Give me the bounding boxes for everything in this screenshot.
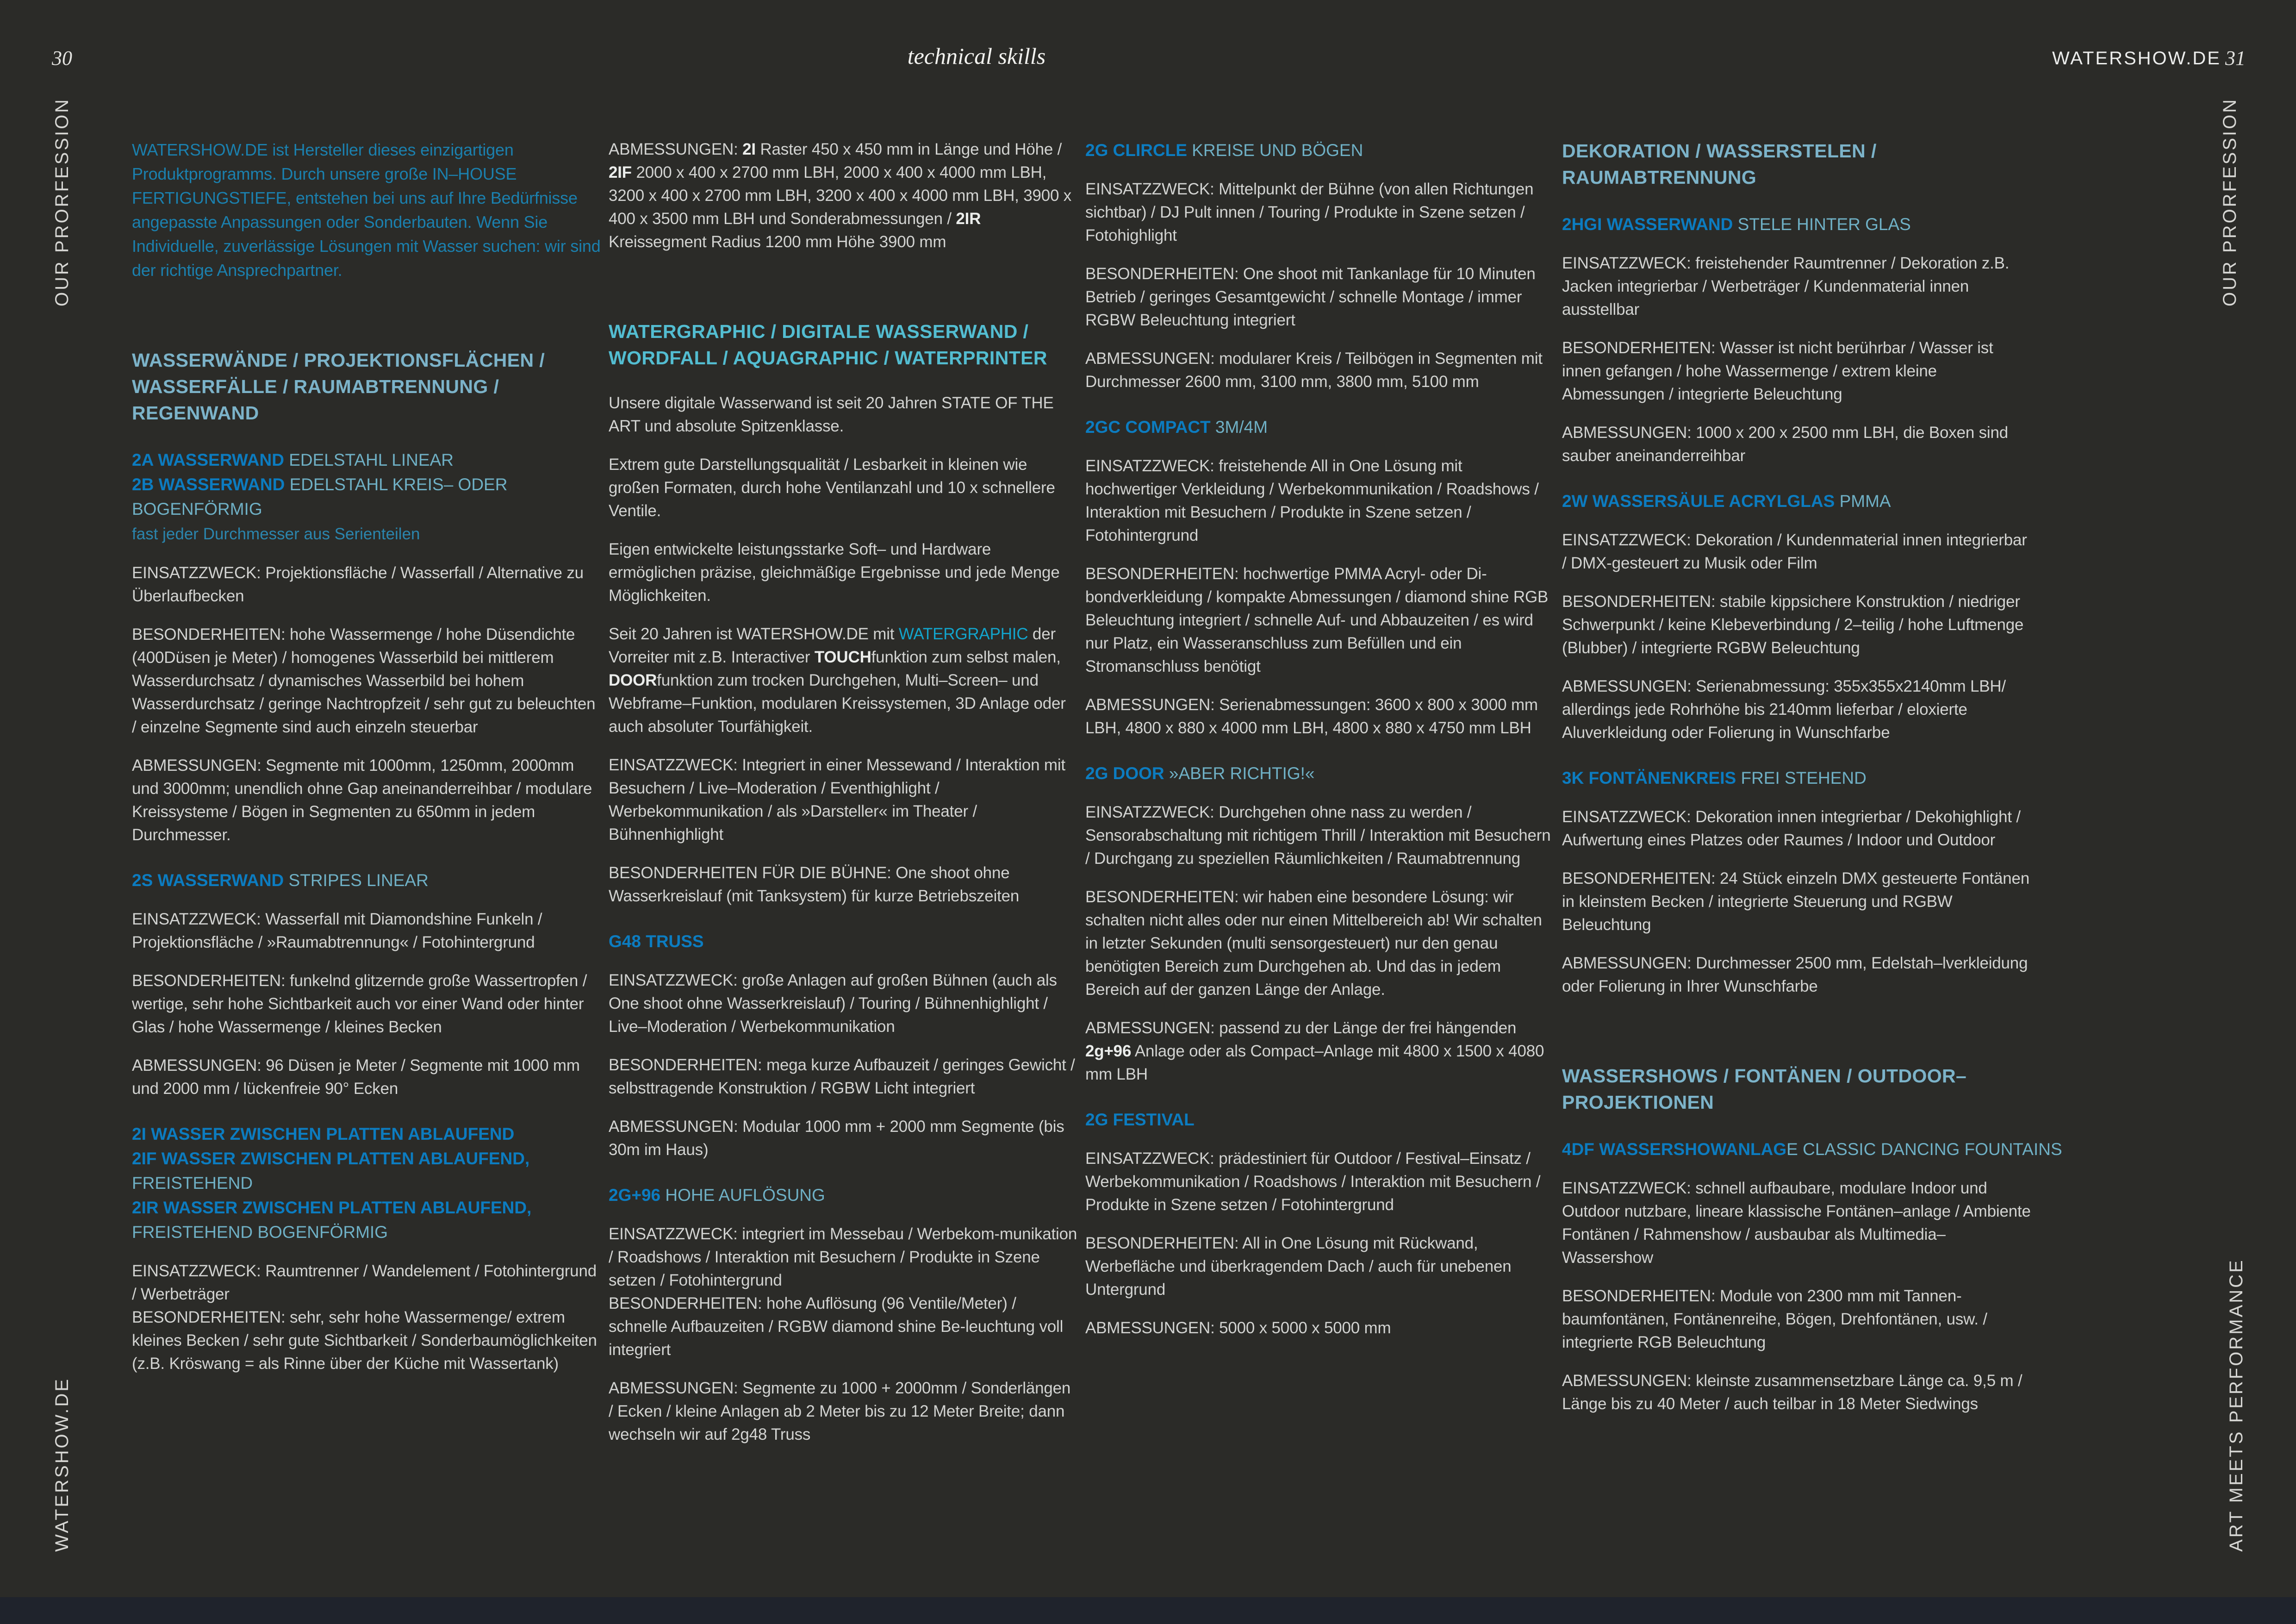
- paragraph: [132, 623, 602, 739]
- product-descriptor: FREISTEHEND BOGENFÖRMIG: [132, 1223, 388, 1242]
- text-segment: EINSATZZWECK: prädestiniert für Outdoor / Festival–Einsatz / Werbekommunikation / Roadshows / Interaktion mit Besuchern / Produkte in Szene setzen / Fotohintergrund: [1085, 1149, 1541, 1214]
- paragraph: [132, 1054, 602, 1100]
- text-segment: EINSATZZWECK: Durchgehen ohne nass zu werden / Sensorabschaltung mit richtigem Thrill / Interaktion mit Besuchern / Durchgang zu speziellen Räumlichkeiten / Raumabtrennung: [1085, 803, 1551, 868]
- product-heading: [1085, 1107, 1555, 1132]
- text-segment: BESONDERHEITEN: One shoot mit Tankanlage für 10 Minuten Betrieb / geringes Gesamtgewicht / schnelle Montage / immer RGBW Beleuchtung integriert: [1085, 265, 1536, 329]
- text-segment: ABMESSUNGEN: kleinste zusammensetzbare Länge ca. 9,5 m / Länge bis zu 40 Meter / auch teilbar in 18 Meter Siedwings: [1562, 1372, 2022, 1413]
- product-code: 2HGI WASSERWAND: [1562, 215, 1733, 234]
- product-code: 2S WASSERWAND: [132, 871, 284, 890]
- product-descriptor: FREI STEHEND: [1736, 768, 1867, 787]
- text-segment: WASSERSHOWS / FONTÄNEN / OUTDOOR–PROJEKTIONEN: [1562, 1065, 1967, 1113]
- paragraph: [1562, 1177, 2032, 1269]
- column-2: [609, 138, 1078, 1462]
- paragraph: [609, 1115, 1078, 1162]
- paragraph: [609, 392, 1078, 438]
- product-code: 3K FONTÄNENKREIS: [1562, 768, 1736, 787]
- paragraph: [1085, 262, 1555, 332]
- product-heading: [1562, 489, 2032, 513]
- paragraph: [1085, 801, 1555, 870]
- product-code: 2A WASSERWAND: [132, 450, 284, 469]
- inline-brand-link: WATERGRAPHIC: [898, 625, 1028, 643]
- paragraph: [1085, 178, 1555, 247]
- product-heading: [132, 448, 602, 546]
- text-segment: WASSERWÄNDE / PROJEKTIONSFLÄCHEN / WASSERFÄLLE / RAUMABTRENNUNG / REGENWAND: [132, 350, 545, 424]
- column-4: [1562, 138, 2062, 1462]
- product-code: 2I WASSER ZWISCHEN PLATTEN ABLAUFEND: [132, 1124, 515, 1143]
- paragraph: [1085, 886, 1555, 1001]
- text-segment: WATERSHOW.DE ist Hersteller dieses einzigartigen Produktprogramms. Durch unsere große IN–HOUSE FERTIGUNGSTIEFE, entstehen bei uns auf Ihre Bedürfnisse angepasste Anpassungen oder Sonderbauten. Wenn Sie Individuelle, zuverlässige Lösungen mit Wasser suchen: wir sind der richtige Ansprechpartner.: [132, 140, 601, 280]
- product-heading: [132, 1122, 602, 1244]
- product-code: 2IR WASSER ZWISCHEN PLATTEN ABLAUFEND,: [132, 1198, 532, 1217]
- product-heading: [1562, 212, 2032, 237]
- text-segment: WATERGRAPHIC / DIGITALE WASSERWAND / WORDFALL / AQUAGRAPHIC / WATERPRINTER: [609, 321, 1047, 369]
- paragraph: [132, 908, 602, 954]
- product-code: 4DF WASSERSHOWANLAG: [1562, 1140, 1787, 1159]
- product-heading: [1085, 415, 1555, 439]
- product-code: 2G CLIRCLE: [1085, 141, 1187, 160]
- text-segment: der Vorreiter mit z.B. Interactiver: [609, 625, 1056, 666]
- text-segment: BESONDERHEITEN: sehr, sehr hohe Wassermenge/ extrem kleines Becken / sehr gute Sichtbarkeit / Sonderbaumöglichkeiten: [132, 1308, 597, 1349]
- text-segment: ABMESSUNGEN: modularer Kreis / Teilbögen in Segmenten mit Durchmesser 2600 mm, 3100 mm, 3800 mm, 5100 mm: [1085, 350, 1543, 391]
- inline-bold: 2g+96: [1085, 1042, 1132, 1060]
- edge-label-left-top: OUR PRORFESSION: [52, 97, 72, 306]
- inline-bold: DOOR: [609, 671, 657, 689]
- text-segment: ABMESSUNGEN: Serienabmessungen: 3600 x 800 x 3000 mm LBH, 4800 x 880 x 4000 mm LBH, 4800 x 880 x 4750 mm LBH: [1085, 696, 1538, 737]
- paragraph: [609, 754, 1078, 846]
- product-code: 2G+96: [609, 1186, 661, 1205]
- product-code: G48 TRUSS: [609, 932, 704, 951]
- edge-label-right-bottom: ART MEETS PERFORMANCE: [2226, 1258, 2246, 1552]
- product-descriptor: EDELSTAHL LINEAR: [284, 450, 454, 469]
- product-heading: [609, 929, 1078, 954]
- paragraph: [1085, 1317, 1555, 1340]
- footer-bar: [0, 1597, 2296, 1624]
- edge-label-left-bottom: WATERSHOW.DE: [52, 1377, 72, 1552]
- product-descriptor: FREISTEHEND: [132, 1174, 253, 1193]
- text-segment: EINSATZZWECK: große Anlagen auf großen Bühnen (auch als One shoot ohne Wasserkreislauf) / Touring / Bühnenhighlight / Live–Moderation / Werbekommunikation: [609, 971, 1057, 1036]
- text-segment: Extrem gute Darstellungsqualität / Lesbarkeit in kleinen wie großen Formaten, durch hohe Ventilanzahl und 10 x schnellere Ventile.: [609, 456, 1055, 520]
- paragraph: [1562, 1369, 2032, 1416]
- product-descriptor: »ABER RICHTIG!«: [1164, 764, 1315, 783]
- paragraph: [1562, 675, 2032, 744]
- product-code: 2GC COMPACT: [1085, 418, 1211, 437]
- paragraph: [609, 862, 1078, 908]
- product-heading: [1085, 138, 1555, 162]
- product-code: 2G FESTIVAL: [1085, 1110, 1195, 1129]
- paragraph: [1562, 806, 2032, 852]
- section-heading: [132, 347, 602, 426]
- product-descriptor: PMMA: [1835, 492, 1891, 511]
- paragraph: [1562, 590, 2032, 660]
- paragraph: [1085, 1232, 1555, 1301]
- text-segment: ABMESSUNGEN: Serienabmessung: 355x355x2140mm LBH/ allerdings jede Rohrhöhe bis 2140mm lieferbar / eloxierte Aluverkleidung oder Folierung in Wunschfarbe: [1562, 677, 2006, 742]
- paragraph: [609, 453, 1078, 523]
- paragraph: [1085, 1147, 1555, 1217]
- text-segment: BESONDERHEITEN: wir haben eine besondere Lösung: wir schalten nicht alles oder nur einen Mittelbereich ab! Wir schalten in letzter Sekunden (multi sensorgesteuert) nur den genau benötigten Bereich zum Durchgehen ab. Und das in jedem Bereich auf der ganzen Länge der Anlage.: [1085, 888, 1542, 999]
- product-descriptor: E CLASSIC DANCING FOUNTAINS: [1786, 1140, 2062, 1159]
- text-segment: ABMESSUNGEN: 96 Düsen je Meter / Segmente mit 1000 mm und 2000 mm / lückenfreie 90° Ecken: [132, 1056, 580, 1098]
- section-heading: [1562, 1063, 2032, 1116]
- product-descriptor: EDELSTAHL KREIS– ODER BOGENFÖRMIG: [132, 475, 508, 518]
- text-segment: BESONDERHEITEN: stabile kippsichere Konstruktion / niedriger Schwerpunkt / keine Klebeverbindung / 2–teilig / hohe Luftmenge (Blubber) / integrierte RGBW Beleuchtung: [1562, 593, 2024, 657]
- content-columns: [132, 138, 2196, 1462]
- paragraph: [1085, 455, 1555, 547]
- text-segment: ABMESSUNGEN: Segmente zu 1000 + 2000mm / Sonderlängen / Ecken / kleine Anlagen ab 2 Meter bis zu 12 Meter Breite; dann wechseln wir auf 2g48 Truss: [609, 1379, 1071, 1443]
- paragraph: [1562, 952, 2032, 998]
- paragraph: [132, 1260, 602, 1375]
- text-segment: EINSATZZWECK: integriert im Messebau / Werbekom-munikation / Roadshows / Interaktion mit Besuchern / Produkte in Szene setzen / Fotohintergrund: [609, 1225, 1077, 1289]
- product-heading: [1562, 1137, 2062, 1162]
- paragraph: [1562, 867, 2032, 937]
- product-code: 2B WASSERWAND: [132, 475, 285, 494]
- paragraph: [1562, 252, 2032, 321]
- product-descriptor: STRIPES LINEAR: [284, 871, 429, 890]
- text-segment: Kreissegment Radius 1200 mm Höhe 3900 mm: [609, 233, 946, 251]
- paragraph: [1562, 1285, 2032, 1354]
- paragraph: [609, 1377, 1078, 1446]
- text-segment: Anlage oder als Compact–Anlage mit 4800 x 1500 x 4080 mm LBH: [1085, 1042, 1544, 1083]
- product-descriptor: KREISE UND BÖGEN: [1187, 141, 1363, 160]
- product-heading: [132, 868, 602, 893]
- paragraph: [609, 1223, 1078, 1362]
- text-segment: Raster 450 x 450 mm in Länge und Höhe /: [755, 140, 1062, 158]
- edge-label-right-top: OUR PRORFESSION: [2220, 97, 2240, 306]
- paragraph: [132, 562, 602, 608]
- text-segment: EINSATZZWECK: freistehender Raumtrenner / Dekoration z.B. Jacken integrierbar / Werbeträger / Kundenmaterial innen ausstellbar: [1562, 254, 2010, 319]
- paragraph: [1085, 562, 1555, 678]
- product-descriptor: 3M/4M: [1210, 418, 1268, 437]
- paragraph: [1562, 529, 2032, 575]
- intro-paragraph: [132, 138, 602, 282]
- text-segment: EINSATZZWECK: Integriert in einer Messewand / Interaktion mit Besuchern / Live–Moderation / Eventhighlight / Werbekommunikation / als »Darsteller« im Theater / Bühnenhighlight: [609, 756, 1065, 843]
- text-segment: BESONDERHEITEN: mega kurze Aufbauzeit / geringes Gewicht / selbsttragende Konstruktion / RGBW Licht integriert: [609, 1056, 1075, 1097]
- text-segment: BESONDERHEITEN: 24 Stück einzeln DMX gesteuerte Fontänen in kleinstem Becken / integrierte Steuerung und RGBW Beleuchtung: [1562, 869, 2030, 934]
- section-heading: [1562, 138, 2032, 191]
- product-code: 2IF WASSER ZWISCHEN PLATTEN ABLAUFEND,: [132, 1149, 530, 1168]
- text-segment: ABMESSUNGEN: Modular 1000 mm + 2000 mm Segmente (bis 30m im Haus): [609, 1118, 1064, 1159]
- product-heading: [609, 1183, 1078, 1207]
- text-segment: EINSATZZWECK: Wasserfall mit Diamondshine Funkeln / Projektionsfläche / »Raumabtrennung« / Fotohintergrund: [132, 910, 542, 951]
- product-heading: [1562, 766, 2032, 790]
- text-segment: ABMESSUNGEN: Segmente mit 1000mm, 1250mm, 2000mm und 3000mm; unendlich ohne Gap aneinanderreihbar / modulare Kreissysteme / Bögen in Segmenten zu 650mm in jedem Durchmesser.: [132, 756, 592, 844]
- text-segment: EINSATZZWECK: Dekoration innen integrierbar / Dekohighlight / Aufwertung eines Platzes oder Raumes / Indoor und Outdoor: [1562, 808, 2021, 849]
- page-number-right: 31: [2225, 47, 2246, 69]
- paragraph: [1085, 693, 1555, 740]
- text-segment: EINSATZZWECK: Dekoration / Kundenmaterial innen integrierbar / DMX-gesteuert zu Musik oder Film: [1562, 531, 2027, 572]
- page-title: technical skills: [907, 43, 1046, 69]
- text-segment: EINSATZZWECK: freistehende All in One Lösung mit hochwertiger Verkleidung / Werbekommunikation / Roadshows / Interaktion mit Besuchern / Produkte in Szene setzen / Fotohintergrund: [1085, 457, 1539, 544]
- paragraph: [609, 138, 1078, 254]
- text-segment: EINSATZZWECK: Projektionsfläche / Wasserfall / Alternative zu Überlaufbecken: [132, 564, 584, 605]
- column-1: [132, 138, 602, 1462]
- paragraph: [609, 623, 1078, 738]
- text-segment: BESONDERHEITEN: hohe Wassermenge / hohe Düsendichte (400Düsen je Meter) / homogenes Wasserbild bei mittlerem Wasserdurchsatz / dynamisches Wasserbild bei hohem Wasserdurchsatz / geringe Nachtropfzeit / sehr gut zu beleuchten / einzelne Segmente sind auch einzeln steuerbar: [132, 625, 596, 736]
- text-segment: ABMESSUNGEN: 1000 x 200 x 2500 mm LBH, die Boxen sind sauber aneinanderreihbar: [1562, 424, 2009, 465]
- brand-label: WATERSHOW.DE: [2052, 48, 2221, 69]
- text-segment: EINSATZZWECK: schnell aufbaubare, modulare Indoor und Outdoor nutzbare, lineare klassische Fontänen–anlage / Ambiente Fontänen / Rahmenshow / ausbaubar als Multimedia–Wassershow: [1562, 1179, 2031, 1267]
- paragraph: [609, 969, 1078, 1038]
- text-segment: (z.B. Kröswang = als Rinne über der Küche mit Wassertank): [132, 1355, 559, 1373]
- column-3: [1085, 138, 1555, 1462]
- section-heading: [609, 319, 1078, 371]
- paragraph: [1562, 421, 2032, 468]
- paragraph: [1562, 337, 2032, 406]
- text-segment: funktion zum selbst malen,: [871, 648, 1061, 666]
- text-segment: BESONDERHEITEN FÜR DIE BÜHNE: One shoot ohne Wasserkreislauf (mit Tanksystem) für kurze Betriebszeiten: [609, 864, 1020, 905]
- text-segment: BESONDERHEITEN: funkelnd glitzernde große Wassertropfen / wertige, sehr hohe Sichtbarkeit auch vor einer Wand oder hinter Glas / hohe Wassermenge / kleines Becken: [132, 972, 587, 1036]
- product-note: fast jeder Durchmesser aus Serienteilen: [132, 525, 420, 543]
- text-segment: BESONDERHEITEN: hohe Auflösung (96 Ventile/Meter) / schnelle Aufbauzeiten / RGBW diamond shine Be-leuchtung voll integriert: [609, 1294, 1064, 1359]
- text-segment: BESONDERHEITEN: Module von 2300 mm mit Tannen-baumfontänen, Fontänenreihe, Bögen, Drehfontänen, usw. / integrierte RGB Beleuchtung: [1562, 1287, 1987, 1351]
- text-segment: DEKORATION / WASSERSTELEN / RAUMABTRENNUNG: [1562, 140, 1877, 188]
- text-segment: EINSATZZWECK: Raumtrenner / Wandelement / Fotohintergrund / Werbeträger: [132, 1262, 597, 1303]
- inline-bold: 2IR: [956, 210, 981, 228]
- text-segment: 2000 x 400 x 2700 mm LBH, 2000 x 400 x 4000 mm LBH, 3200 x 400 x 2700 mm LBH, 3200 x 400 x 4000 mm LBH, 3900 x 400 x 3500 mm LBH und Sonderabmessungen /: [609, 163, 1072, 228]
- text-segment: ABMESSUNGEN: 5000 x 5000 x 5000 mm: [1085, 1319, 1391, 1337]
- inline-bold: 2IF: [609, 163, 632, 181]
- paragraph: [609, 1054, 1078, 1100]
- text-segment: Seit 20 Jahren ist WATERSHOW.DE mit: [609, 625, 899, 643]
- product-descriptor: STELE HINTER GLAS: [1733, 215, 1911, 234]
- text-segment: BESONDERHEITEN: Wasser ist nicht berührbar / Wasser ist innen gefangen / hohe Wassermenge / extrem kleine Abmessungen / integrierte Beleuchtung: [1562, 339, 1993, 403]
- text-segment: Unsere digitale Wasserwand ist seit 20 Jahren STATE OF THE ART und absolute Spitzenklasse.: [609, 394, 1054, 435]
- text-segment: ABMESSUNGEN: passend zu der Länge der frei hängenden: [1085, 1019, 1517, 1037]
- paragraph: [132, 969, 602, 1039]
- paragraph: [609, 538, 1078, 607]
- text-segment: ABMESSUNGEN: Durchmesser 2500 mm, Edelstah–lverkleidung oder Folierung in Ihrer Wunschfarbe: [1562, 954, 2028, 995]
- text-segment: BESONDERHEITEN: All in One Lösung mit Rückwand, Werbefläche und überkragendem Dach / auch für unebenen Untergrund: [1085, 1234, 1512, 1299]
- inline-bold: 2I: [742, 140, 756, 158]
- paragraph: [132, 754, 602, 847]
- product-code: 2G DOOR: [1085, 764, 1164, 783]
- text-segment: ABMESSUNGEN:: [609, 140, 743, 158]
- paragraph: [1085, 347, 1555, 394]
- text-segment: funktion zum trocken Durchgehen, Multi–Screen– und Webframe–Funktion, modularen Kreissystemen, 3D Anlage oder auch absoluter Tourfähigkeit.: [609, 671, 1066, 736]
- text-segment: BESONDERHEITEN: hochwertige PMMA Acryl- oder Di-bondverkleidung / kompakte Abmessungen / diamond shine RGB Beleuchtung integriert / schnelle Auf- und Abbauzeiten / es wird nur Platz, ein Wasseranschluss zum Befüllen und ein Stromanschluss benötigt: [1085, 565, 1549, 675]
- product-descriptor: HOHE AUFLÖSUNG: [660, 1186, 825, 1205]
- product-code: 2W WASSERSÄULE ACRYLGLAS: [1562, 492, 1835, 511]
- paragraph: [1085, 1017, 1555, 1086]
- text-segment: EINSATZZWECK: Mittelpunkt der Bühne (von allen Richtungen sichtbar) / DJ Pult innen / Touring / Produkte in Szene setzen / Fotohighlight: [1085, 180, 1534, 244]
- inline-bold: TOUCH: [814, 648, 871, 666]
- page-number-left: 30: [52, 47, 72, 69]
- text-segment: Eigen entwickelte leistungsstarke Soft– und Hardware ermöglichen präzise, gleichmäßige Ergebnisse und jede Menge Möglichkeiten.: [609, 540, 1060, 605]
- product-heading: [1085, 761, 1555, 786]
